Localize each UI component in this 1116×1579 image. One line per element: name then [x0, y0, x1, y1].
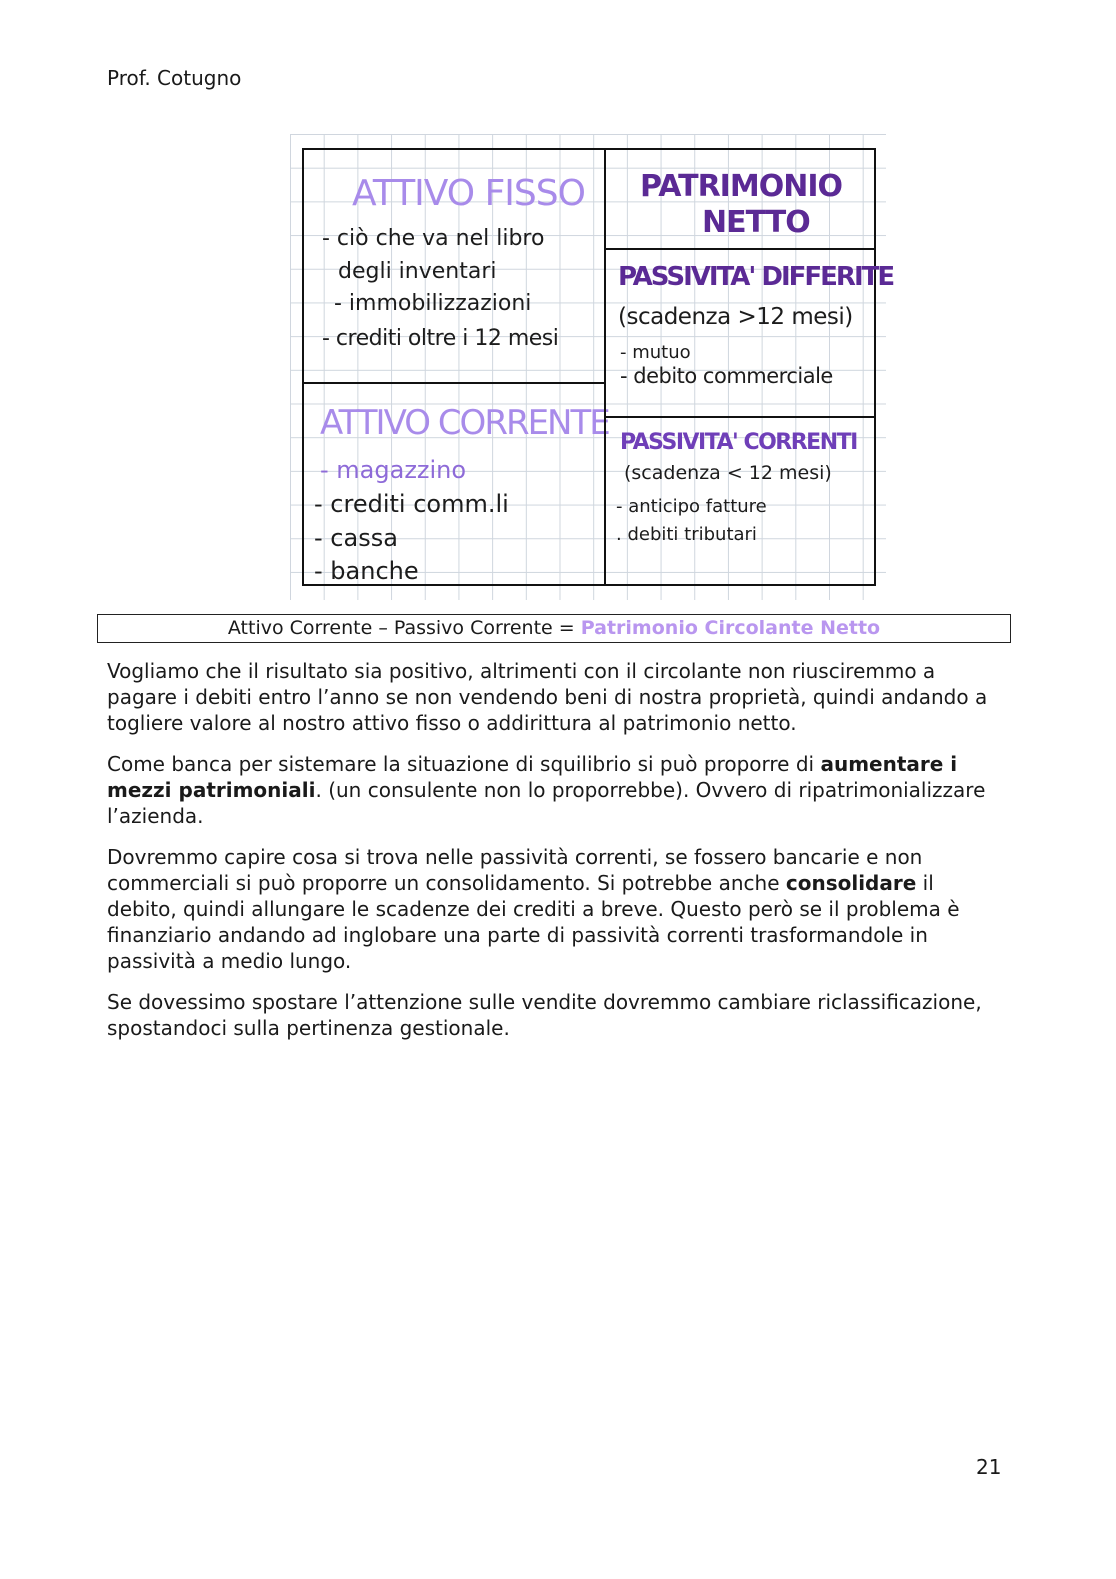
- patrimonio-netto-title: PATRIMONIO: [640, 169, 842, 204]
- paragraph: Vogliamo che il risultato sia positivo, altrimenti con il circolante non riusciremmo a pagare i debiti entro l’anno se non vendendo beni di nostra proprietà, quindi andando a togliere valore al nostro attivo fisso o addirittura al patrimonio netto.: [107, 659, 988, 735]
- paragraph: Se dovessimo spostare l’attenzione sulle vendite dovremmo cambiare riclassificazione, spostandoci sulla pertinenza gestionale.: [107, 990, 982, 1040]
- author-header: Prof. Cotugno: [107, 66, 242, 90]
- balance-sheet-diagram: [290, 134, 894, 600]
- passivita-differite-title: PASSIVITA' DIFFERITE: [618, 262, 894, 292]
- attivo-corrente-item: - magazzino: [320, 456, 467, 484]
- formula-box: [97, 614, 1011, 643]
- passivita-correnti-title: PASSIVITA' CORRENTI: [620, 430, 857, 455]
- paragraph: Come banca per sistemare la situazione di squilibrio si può proporre di aumentare i mezzi patrimoniali. (un consulente non lo proporrebbe). Ovvero di ripatrimonializzare l’azienda.: [107, 752, 986, 828]
- body-text: [107, 658, 1007, 1056]
- patrimonio-netto-title: NETTO: [702, 205, 810, 240]
- attivo-corrente-item: - banche: [314, 557, 419, 585]
- passivita-differite-subtitle: (scadenza >12 mesi): [618, 304, 853, 330]
- attivo-corrente-item: - crediti comm.li: [314, 490, 509, 518]
- attivo-fisso-box: [302, 148, 606, 384]
- passivita-differite-item: - mutuo: [620, 342, 691, 363]
- patrimonio-netto-box: [604, 148, 876, 250]
- passivita-correnti-subtitle: (scadenza < 12 mesi): [624, 462, 832, 484]
- formula-result: Patrimonio Circolante Netto: [580, 617, 881, 639]
- attivo-fisso-item: - immobilizzazioni: [334, 291, 532, 316]
- attivo-fisso-item: - crediti oltre i 12 mesi: [322, 326, 559, 351]
- page-number: 21: [976, 1455, 1002, 1479]
- bold-phrase: aumentare i mezzi patrimoniali: [107, 752, 958, 802]
- paragraph: Dovremmo capire cosa si trova nelle passività correnti, se fossero bancarie e non commerciali si può proporre un consolidamento. Si potrebbe anche consolidare il debito, quindi allungare le scadenze dei crediti a breve. Questo però se il problema è finanziario andando ad inglobare una parte di passività correnti trasformandole in passività a medio lungo.: [107, 845, 960, 973]
- bold-phrase: consolidare: [785, 871, 917, 895]
- attivo-fisso-title: ATTIVO FISSO: [352, 173, 585, 214]
- attivo-corrente-box: [302, 382, 609, 586]
- passivita-correnti-item: - anticipo fatture: [616, 496, 767, 517]
- attivo-fisso-item: - ciò che va nel libro: [322, 226, 545, 251]
- formula-text: Attivo Corrente – Passivo Corrente =: [227, 617, 575, 639]
- passivita-differite-box: [604, 248, 894, 418]
- attivo-corrente-title: ATTIVO CORRENTE: [320, 403, 609, 443]
- passivita-correnti-item: . debiti tributari: [616, 524, 757, 545]
- attivo-corrente-item: - cassa: [314, 524, 398, 552]
- passivita-differite-item: - debito commerciale: [620, 364, 833, 388]
- passivita-correnti-box: [604, 416, 876, 586]
- attivo-fisso-item: degli inventari: [338, 259, 497, 284]
